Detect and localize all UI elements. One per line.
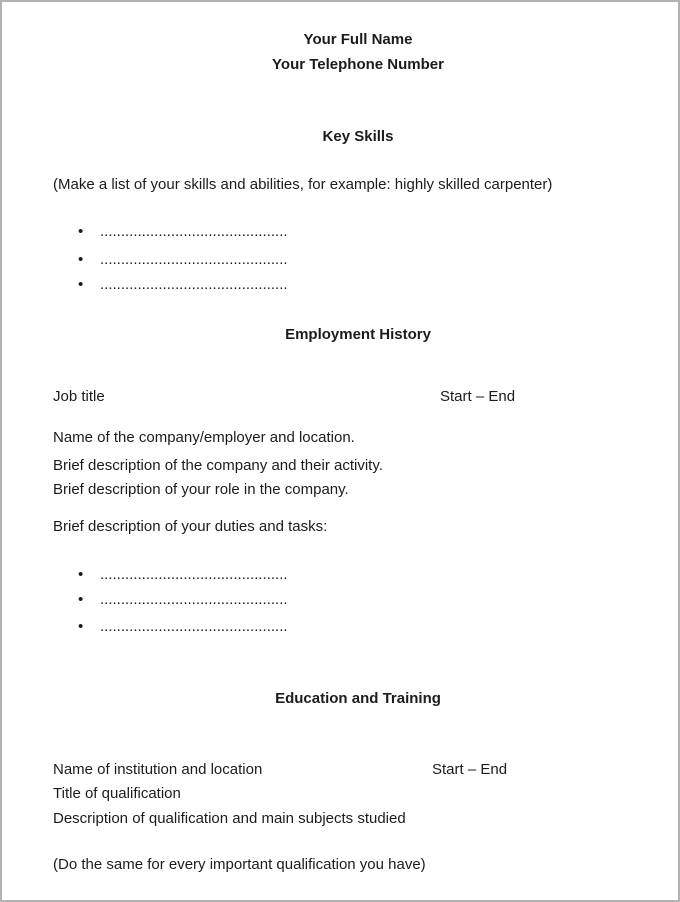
dotted-line: ............................................. xyxy=(100,618,288,635)
role-description-line: Brief description of your role in the company. xyxy=(53,481,349,498)
section-title-education-training: Education and Training xyxy=(275,690,441,707)
institution-label: Name of institution and location xyxy=(53,761,263,778)
section-title-employment-history: Employment History xyxy=(285,326,431,343)
duties-bullet-item xyxy=(76,618,288,636)
skills-hint: (Make a list of your skills and abilities, for example: highly skilled carpenter) xyxy=(53,176,553,193)
duties-bullet-item xyxy=(76,591,288,609)
telephone-heading: Your Telephone Number xyxy=(272,56,444,73)
duties-bullet-item xyxy=(76,566,288,584)
company-name-line: Name of the company/employer and location. xyxy=(53,429,355,446)
bullet-icon: • xyxy=(78,591,84,608)
bullet-icon: • xyxy=(78,223,84,240)
bullet-icon: • xyxy=(78,566,84,583)
full-name-heading: Your Full Name xyxy=(303,31,413,48)
qualification-title-line: Title of qualification xyxy=(53,785,181,802)
bullet-icon: • xyxy=(78,251,84,268)
bullet-icon: • xyxy=(78,618,84,635)
dotted-line: ............................................. xyxy=(100,223,288,240)
employment-date-range: Start – End xyxy=(440,388,516,405)
education-date-range: Start – End xyxy=(432,761,508,778)
education-note: (Do the same for every important qualification you have) xyxy=(53,856,426,873)
skills-bullet-item xyxy=(76,251,288,269)
qualification-description-line: Description of qualification and main subjects studied xyxy=(53,810,406,827)
bullet-icon: • xyxy=(78,276,84,293)
job-title-label: Job title xyxy=(53,388,105,405)
dotted-line: ............................................. xyxy=(100,591,288,608)
section-title-key-skills: Key Skills xyxy=(322,128,394,145)
dotted-line: ............................................. xyxy=(100,251,288,268)
dotted-line: ............................................. xyxy=(100,276,288,293)
company-description-line: Brief description of the company and their activity. xyxy=(53,457,383,474)
dotted-line: ............................................. xyxy=(100,566,288,583)
skills-bullet-item xyxy=(76,223,288,241)
duties-label: Brief description of your duties and tasks: xyxy=(53,518,328,535)
skills-bullet-item xyxy=(76,276,288,294)
